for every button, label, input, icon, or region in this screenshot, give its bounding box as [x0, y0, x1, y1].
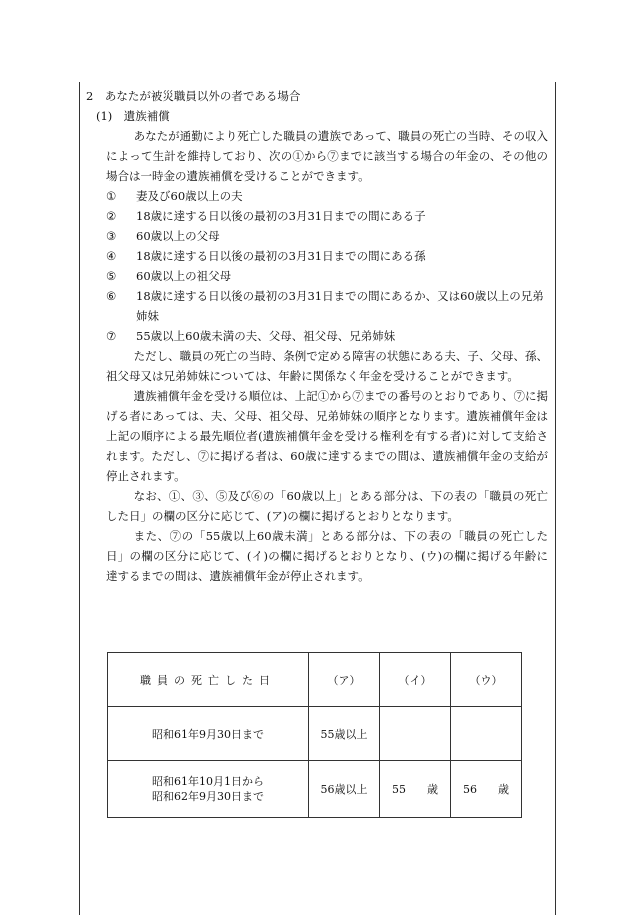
- cell-death-date: [108, 761, 309, 818]
- cell-column-b: [380, 761, 451, 818]
- cell-column-c: [451, 761, 522, 818]
- page-frame-left-border: [79, 82, 80, 915]
- cell-date-line: 昭和61年9月30日まで: [152, 727, 264, 741]
- list-item-text: 18歳に達する日以後の最初の3月31日までの間にある孫: [136, 249, 426, 263]
- list-item-text: 60歳以上の祖父母: [136, 269, 232, 283]
- list-item-number: ⑤: [106, 269, 117, 283]
- document-body: [86, 86, 548, 586]
- list-item: [86, 226, 548, 246]
- cell-column-a: 56歳以上: [309, 761, 380, 818]
- list-item-text: 60歳以上の父母: [136, 229, 220, 243]
- section-heading: 2 あなたが被災職員以外の者である場合: [86, 89, 301, 103]
- cell-age-number: 55: [392, 782, 406, 796]
- suspension-paragraph: また、⑦の「55歳以上60歳未満」とある部分は、下の表の「職員の死亡した日」の欄の区分に応じて、(イ)の欄に掲げるとおりとなり、(ウ)の欄に掲げる年齢に達するまでの間は、遺族補償年金が停止されます。: [106, 529, 548, 583]
- header-column-c: （ウ）: [451, 653, 522, 707]
- list-item-text: 18歳に達する日以後の最初の3月31日までの間にあるか、又は60歳以上の兄弟姉妹: [136, 289, 544, 323]
- list-item-text: 18歳に達する日以後の最初の3月31日までの間にある子: [136, 209, 426, 223]
- list-item-number: ⑦: [106, 329, 117, 343]
- page-frame-right-border: [555, 82, 556, 915]
- disability-paragraph: ただし、職員の死亡の当時、条例で定める障害の状態にある夫、子、父母、孫、祖父母又は兄弟姉妹については、年齢に関係なく年金を受けることができます。: [106, 349, 548, 383]
- list-item: [86, 246, 548, 266]
- cell-column-c: [451, 707, 522, 761]
- intro-paragraph: あなたが通勤により死亡した職員の遺族であって、職員の死亡の当時、その収入によって生計を維持しており、次の①から⑦までに該当する場合の年金の、その他の場合は一時金の遺族補償を受けることができます。: [106, 129, 548, 183]
- list-item-number: ①: [106, 189, 117, 203]
- list-item-number: ⑥: [106, 289, 117, 303]
- order-paragraph: 遺族補償年金を受ける順位は、上記①から⑦までの番号のとおりであり、⑦に掲げる者にあっては、夫、父母、祖父母、兄弟姉妹の順序となります。遺族補償年金は上記の順序による最先順位者(遺族補償年金を受ける権利を有する者)に対して支給されます。ただし、⑦に掲げる者は、60歳に達するまでの間は、遺族補償年金の支給が停止されます。: [106, 389, 548, 483]
- list-item-text: 妻及び60歳以上の夫: [136, 189, 243, 203]
- cell-age-unit: 歳: [498, 782, 509, 796]
- table-header-row: [108, 653, 522, 707]
- age-table: [107, 652, 522, 818]
- header-column-b: （イ）: [380, 653, 451, 707]
- list-item-number: ④: [106, 249, 117, 263]
- list-item: [86, 266, 548, 286]
- header-column-a: （ア）: [309, 653, 380, 707]
- age-note-paragraph: なお、①、③、⑤及び⑥の「60歳以上」とある部分は、下の表の「職員の死亡した日」の欄の区分に応じて、(ア)の欄に掲げるとおりとなります。: [106, 489, 548, 523]
- cell-date-line: 昭和62年9月30日まで: [152, 790, 264, 803]
- list-item-number: ②: [106, 209, 117, 223]
- cell-column-a: 55歳以上: [309, 707, 380, 761]
- header-death-date: 職員の死亡した日: [108, 653, 309, 707]
- list-item: [86, 326, 548, 346]
- list-item: [86, 186, 548, 206]
- cell-age-unit: 歳: [427, 782, 438, 796]
- list-item: [86, 286, 548, 326]
- cell-death-date: [108, 707, 309, 761]
- list-item-number: ③: [106, 229, 117, 243]
- table-row: [108, 707, 522, 761]
- list-item-text: 55歳以上60歳未満の夫、父母、祖父母、兄弟姉妹: [136, 329, 396, 343]
- cell-column-b: [380, 707, 451, 761]
- list-item: [86, 206, 548, 226]
- table-row: [108, 761, 522, 818]
- cell-age-number: 56: [463, 782, 477, 796]
- subsection-heading: (1) 遺族補償: [96, 109, 170, 123]
- cell-date-line: 昭和61年10月1日から: [152, 775, 264, 788]
